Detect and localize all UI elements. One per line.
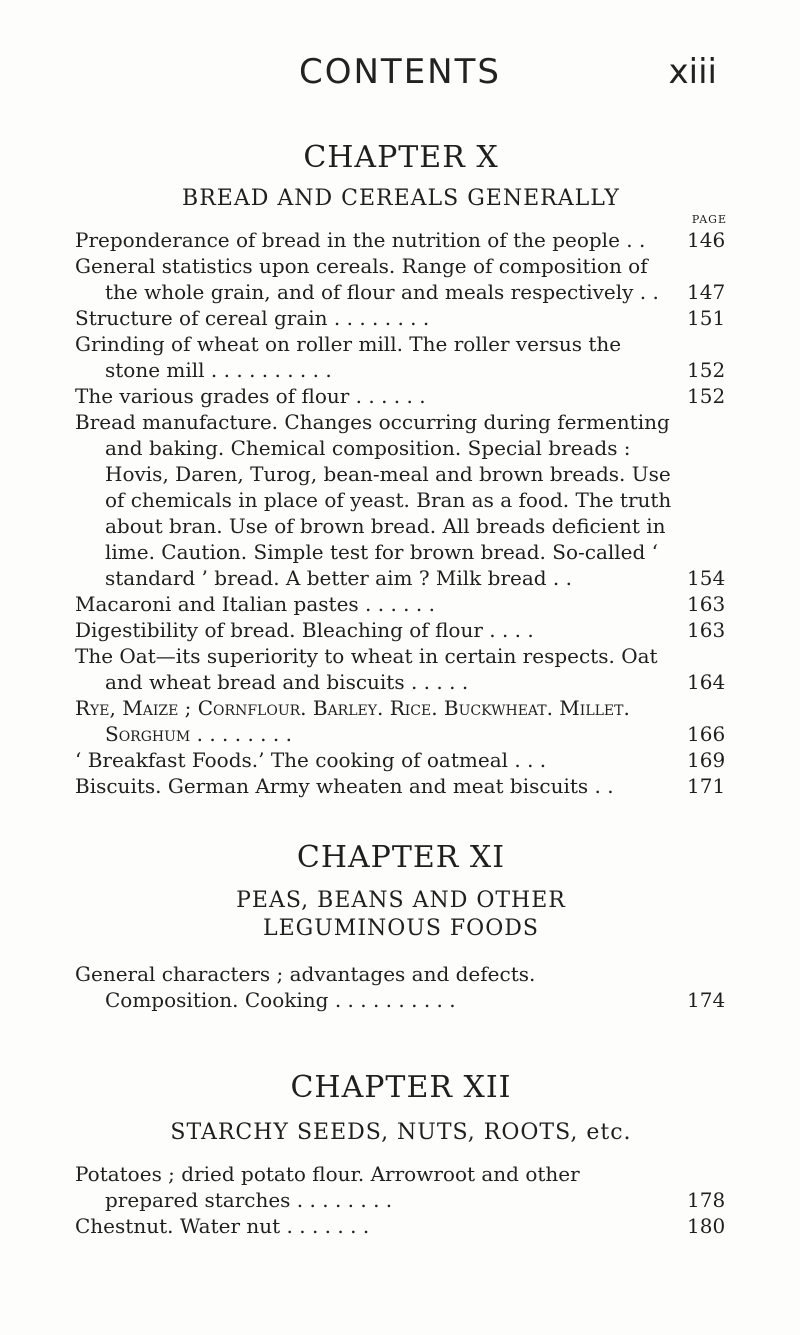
toc-entry-page: 154: [687, 566, 726, 590]
toc-entry-text: Digestibility of bread. Bleaching of flour . . . .: [75, 618, 534, 642]
toc-entry[interactable]: [75, 227, 727, 253]
toc-entry-text: Potatoes ; dried potato flour. Arrowroot and other prepared starches . . . . . . . .: [75, 1162, 580, 1212]
toc-entry-text: Chestnut. Water nut . . . . . . .: [75, 1214, 370, 1238]
toc-entry[interactable]: [75, 383, 727, 409]
chapter-xi: [75, 840, 727, 1013]
toc-entry[interactable]: [75, 773, 727, 799]
toc-entry[interactable]: [75, 1161, 727, 1213]
toc-entry-page: 146: [687, 228, 726, 252]
toc-entry[interactable]: [75, 695, 727, 747]
toc-entry[interactable]: [75, 747, 727, 773]
toc-entry-page: 164: [687, 670, 726, 694]
toc-entry-page: 178: [687, 1188, 726, 1212]
toc-entry-text: General statistics upon cereals. Range of composition of the whole grain, and of flour and meals respectively . .: [75, 254, 659, 304]
chapter-number: CHAPTER XI: [296, 840, 506, 875]
chapter-number: CHAPTER XII: [290, 1070, 512, 1105]
toc-entry-page: 152: [687, 358, 726, 382]
toc-entry-text: The Oat—its superiority to wheat in certain respects. Oat and wheat bread and biscuits . . . . .: [75, 644, 658, 694]
toc-entry[interactable]: [75, 643, 727, 695]
toc-entry-text: Bread manufacture. Changes occurring during fermenting and baking. Chemical composition. Special breads : Hovis, Daren, Turog, bean-meal and brown breads. Use of chemicals in place of yeast. Bran as a food. The truth about bran. Use of brown bread. All breads deficient in lime. Caution. Simple test for brown bread. So-called ‘ standard ’ bread. A better aim ? Milk bread . .: [75, 410, 672, 590]
toc-entry[interactable]: [75, 591, 727, 617]
toc-entry[interactable]: [75, 961, 727, 1013]
toc-entry-text: Preponderance of bread in the nutrition of the people . .: [75, 228, 646, 252]
toc-entry-text: Macaroni and Italian pastes . . . . . .: [75, 592, 435, 616]
toc-entry-text: Structure of cereal grain . . . . . . . .: [75, 306, 430, 330]
chapter-number: CHAPTER X: [303, 140, 499, 175]
toc-entry-page: 163: [687, 618, 726, 642]
chapter-xii: [75, 1070, 727, 1239]
running-header: [0, 52, 800, 102]
toc-entry[interactable]: [75, 305, 727, 331]
toc-entry-text: Rye, Maize ; Cornflour. Barley. Rice. Buckwheat. Millet. Sorghum . . . . . . . .: [75, 696, 630, 746]
toc-entry-page: 147: [687, 280, 726, 304]
toc-entry[interactable]: [75, 253, 727, 305]
chapter-x: [75, 140, 727, 799]
chapter-title: STARCHY SEEDS, NUTS, ROOTS, etc.: [170, 1120, 632, 1145]
toc-entry[interactable]: [75, 409, 727, 591]
toc-entry-page: 152: [687, 384, 726, 408]
page-folio: xiii: [668, 52, 717, 92]
page-column-label: PAGE: [691, 213, 727, 226]
toc-entry-page: 151: [687, 306, 726, 330]
toc-entry-page: 169: [687, 748, 726, 772]
toc-entry-text: Grinding of wheat on roller mill. The roller versus the stone mill . . . . . . . . . .: [75, 332, 622, 382]
toc-entry-text: Biscuits. German Army wheaten and meat biscuits . .: [75, 774, 614, 798]
toc-entry-page: 174: [687, 988, 726, 1012]
toc-entry-page: 166: [687, 722, 726, 746]
running-title: CONTENTS: [299, 52, 501, 92]
toc-entry-page: 171: [687, 774, 726, 798]
chapter-title: BREAD AND CEREALS GENERALLY: [182, 186, 620, 211]
toc-entry[interactable]: [75, 1213, 727, 1239]
toc-entry-page: 163: [687, 592, 726, 616]
toc-entry-text: The various grades of flour . . . . . .: [75, 384, 426, 408]
toc-entry-page: 180: [687, 1214, 726, 1238]
toc-entry-text: ‘ Breakfast Foods.’ The cooking of oatmeal . . .: [75, 748, 547, 772]
toc-entry-text: General characters ; advantages and defects. Composition. Cooking . . . . . . . . . .: [75, 962, 536, 1012]
toc-entry[interactable]: [75, 617, 727, 643]
chapter-title: PEAS, BEANS AND OTHER LEGUMINOUS FOODS: [236, 888, 566, 941]
toc-entry[interactable]: [75, 331, 727, 383]
